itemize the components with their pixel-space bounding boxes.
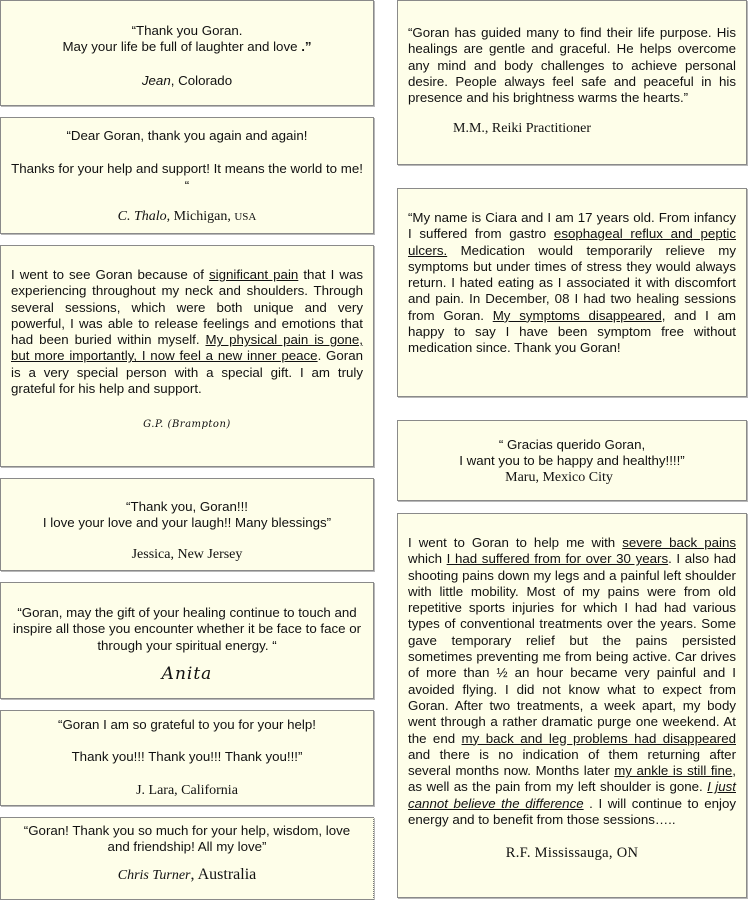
testimonial-lara [0,710,374,806]
testimonial-maru [397,420,747,501]
testimonial-mm [397,0,747,165]
quote-line: “Thank you Goran. [131,23,243,38]
testimonial-turner [0,817,374,900]
testimonial-anita [0,582,374,699]
quote-line: Thanks for your help and support! It means the world to me! “ [11,161,363,193]
testimonial-thalo [0,117,374,234]
quote-body: “Goran, may the gift of your healing continue to touch and inspire all those you encounter whether it be face to face or through your spiritual energy. “ [12,605,362,653]
testimonial-ciara [397,188,747,397]
quote-body: “Goran has guided many to find their life purpose. His healings are gentle and graceful. He helps overcome any mind and body challenges to achieve personal desire. People always feel safe and peaceful in his presence and his brightness warms the hearts.” [408,25,736,106]
testimonial-rf [397,513,747,898]
quote-line: “Goran I am so grateful to you for your help! [58,717,316,732]
quote-line: Thank you!!! Thank you!!! Thank you!!!” [71,749,303,765]
quote-body: “My name is Ciara and I am 17 years old. From infancy I suffered from gastro esophageal reflux and peptic ulcers. Medication would temporarily relieve my symptoms but under times of stress they would always return. I hated eating as I associated it with discomfort and pain. In December, 08 I had two healing sessions from Goran. My symptoms disappeared, and I am happy to say I have been symptom free without medication since. Thank you Goran! [408,210,737,356]
quote-body: I went to see Goran because of significant pain that I was experiencing throughout my neck and shoulders. Through several sessions, which were both unique and very powerful, I was able to release feelings and emotions that had been buried within myself. My physical pain is gone, but more importantly, I now feel a new inner peace. Goran is a very special person with a special gift. I am truly grateful for his help and support. [11,267,364,397]
signature: Jessica, New Jersey [131,546,243,562]
quote-line: May your life be full of laughter and love .” [62,39,312,55]
quote-line: “Thank you, Goran!!! [126,499,248,514]
quote-body: “Goran! Thank you so much for your help, wisdom, love and friendship! All my love” [23,823,351,855]
quote-line: I want you to be happy and healthy!!!!” [459,453,685,469]
testimonial-jessica [0,478,374,571]
signature: Chris Turner, Australia [117,865,257,883]
signature: G.P. (Brampton) [143,419,231,431]
signature: R.F. Mississauga, ON [505,845,639,862]
testimonial-jean [0,0,374,106]
signature: M.M., Reiki Practitioner [453,121,592,137]
signature: J. Lara, California [136,782,238,798]
quote-line: I love your love and your laugh!! Many blessings” [42,515,332,531]
quote-line: “ Gracias querido Goran, [498,437,646,452]
signature: Anita [161,663,213,684]
quote-body: I went to Goran to help me with severe back pains which I had suffered from for over 30 years. I also had shooting pains down my legs and a painful left shoulder with little mobility. Most of my pains were from old repetitive sports injuries for which I had had various types of conventional treatments over the years. Some gave temporary relief but the pains persisted sometimes preventing me from being active. Car drives of more than ½ an hour became very painful and I avoided flying. I did not know what to expect from Goran. After two treatments, a week apart, my body went through a rather dramatic purge one weekend. At the end my back and leg problems had disappeared and there is no indication of them returning after several months now. Months later my ankle is still fine, as well as the pain from my left shoulder is gone. I just cannot believe the difference . I will continue to enjoy energy and to benefit from those sessions….. [408,535,736,828]
testimonial-gp [0,245,374,467]
quote-line: “Dear Goran, thank you again and again! [66,128,308,143]
signature: C. Thalo, Michigan, USA [117,208,257,224]
signature: Jean, Colorado [141,72,233,88]
signature: Maru, Mexico City [505,469,613,485]
